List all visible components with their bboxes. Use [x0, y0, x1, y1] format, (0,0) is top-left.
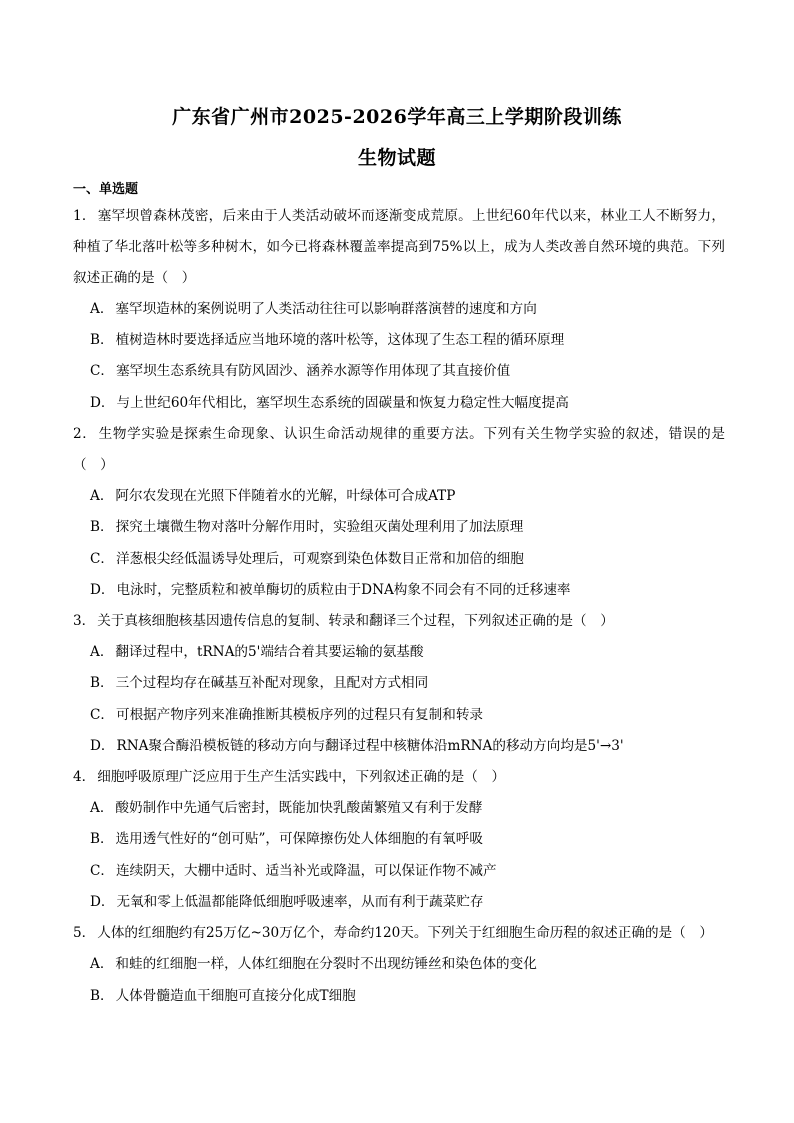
- option-letter: B．: [90, 519, 114, 535]
- question-4-option-b: [90, 829, 730, 849]
- question-3-option-b: [90, 673, 730, 693]
- document-subtitle: 生物试题: [357, 147, 436, 169]
- document-title: 广东省广州市2025-2026学年高三上学期阶段训练: [172, 106, 622, 128]
- question-4-option-a: [90, 798, 730, 818]
- option-letter: B．: [90, 675, 114, 691]
- question-number: 4．: [73, 769, 96, 785]
- question-4-stem: [73, 762, 725, 793]
- option-text: 与上世纪60年代相比，塞罕坝生态系统的固碳量和恢复力稳定性大幅度提高: [116, 395, 569, 411]
- question-number: 1．: [73, 208, 96, 224]
- option-text: 植树造林时要选择适应当地环境的落叶松等，这体现了生态工程的循环原理: [115, 332, 565, 348]
- option-letter: D．: [90, 582, 115, 598]
- option-letter: B．: [90, 831, 114, 847]
- option-text: 洋葱根尖经低温诱导处理后，可观察到染色体数目正常和加倍的细胞: [116, 551, 524, 567]
- question-number: 5．: [73, 925, 96, 941]
- option-text: 塞罕坝生态系统具有防风固沙、涵养水源等作用体现了其直接价值: [116, 363, 511, 379]
- question-3-option-a: [90, 642, 730, 662]
- question-5-option-a: [90, 954, 730, 974]
- option-letter: B．: [90, 988, 114, 1004]
- question-2-option-d: [90, 580, 730, 600]
- option-text: 电泳时，完整质粒和被单酶切的质粒由于DNA构象不同会有不同的迁移速率: [116, 582, 571, 598]
- option-text: 和蛙的红细胞一样，人体红细胞在分裂时不出现纺锤丝和染色体的变化: [115, 956, 537, 972]
- question-3-option-d: [90, 736, 730, 756]
- option-letter: D．: [90, 738, 115, 754]
- question-number: 2．: [73, 426, 97, 442]
- question-text: 人体的红细胞约有25万亿~30万亿个，寿命约120天。下列关于红细胞生命历程的叙述正确的是（ ）: [97, 925, 713, 941]
- option-text: 塞罕坝造林的案例说明了人类活动往往可以影响群落演替的速度和方向: [115, 301, 537, 317]
- question-number: 3．: [73, 613, 96, 629]
- question-1-option-a: [90, 299, 730, 319]
- option-letter: A．: [90, 956, 114, 972]
- option-letter: C．: [90, 707, 114, 723]
- option-text: 选用透气性好的“创可贴”，可保障擦伤处人体细胞的有氧呼吸: [115, 831, 483, 847]
- question-2-option-a: [90, 486, 730, 506]
- option-text: RNA聚合酶沿模板链的移动方向与翻译过程中核糖体沿mRNA的移动方向均是5'→3': [116, 738, 624, 754]
- question-5-stem: [73, 918, 725, 949]
- option-letter: D．: [90, 894, 115, 910]
- option-letter: C．: [90, 363, 114, 379]
- question-text: 塞罕坝曾森林茂密，后来由于人类活动破坏而逐渐变成荒原。上世纪60年代以来，林业工人不断努力，种植了华北落叶松等多种树木，如今已将森林覆盖率提高到75%以上，成为人类改善自然环境的典范。下列叙述正确的是（ ）: [73, 208, 725, 286]
- question-3-stem: [73, 606, 725, 637]
- question-4-option-d: [90, 892, 730, 912]
- question-2-option-c: [90, 549, 730, 569]
- question-1-option-b: [90, 330, 730, 350]
- option-letter: A．: [90, 644, 114, 660]
- option-text: 阿尔农发现在光照下伴随着水的光解，叶绿体可合成ATP: [115, 488, 456, 504]
- option-text: 三个过程均存在碱基互补配对现象，且配对方式相同: [115, 675, 429, 691]
- question-3-option-c: [90, 705, 730, 725]
- option-text: 连续阴天，大棚中适时、适当补光或降温，可以保证作物不减产: [116, 863, 497, 879]
- question-text: 生物学实验是探索生命现象、认识生命活动规律的重要方法。下列有关生物学实验的叙述，错误的是（ ）: [73, 426, 725, 473]
- question-5-option-b: [90, 986, 730, 1006]
- option-text: 探究土壤微生物对落叶分解作用时，实验组灭菌处理利用了加法原理: [115, 519, 524, 535]
- question-text: 关于真核细胞核基因遗传信息的复制、转录和翻译三个过程，下列叙述正确的是（ ）: [97, 613, 614, 629]
- question-2-stem: [73, 419, 725, 481]
- option-letter: D．: [90, 395, 115, 411]
- option-letter: A．: [90, 800, 114, 816]
- section-heading: 一、单选题: [73, 182, 139, 197]
- option-letter: C．: [90, 551, 114, 567]
- option-letter: C．: [90, 863, 114, 879]
- question-4-option-c: [90, 861, 730, 881]
- option-text: 翻译过程中，tRNA的5'端结合着其要运输的氨基酸: [115, 644, 424, 660]
- option-text: 无氧和零上低温都能降低细胞呼吸速率，从而有利于蔬菜贮存: [116, 894, 484, 910]
- question-1-stem: [73, 201, 725, 294]
- question-1-option-d: [90, 393, 730, 413]
- option-text: 可根据产物序列来准确推断其模板序列的过程只有复制和转录: [116, 707, 484, 723]
- option-letter: B．: [90, 332, 114, 348]
- option-letter: A．: [90, 488, 114, 504]
- question-2-option-b: [90, 517, 730, 537]
- question-1-option-c: [90, 361, 730, 381]
- question-text: 细胞呼吸原理广泛应用于生产生活实践中，下列叙述正确的是（ ）: [97, 769, 506, 785]
- option-text: 人体骨髓造血干细胞可直接分化成T细胞: [115, 988, 356, 1004]
- option-letter: A．: [90, 301, 114, 317]
- option-text: 酸奶制作中先通气后密封，既能加快乳酸菌繁殖又有利于发酵: [115, 800, 483, 816]
